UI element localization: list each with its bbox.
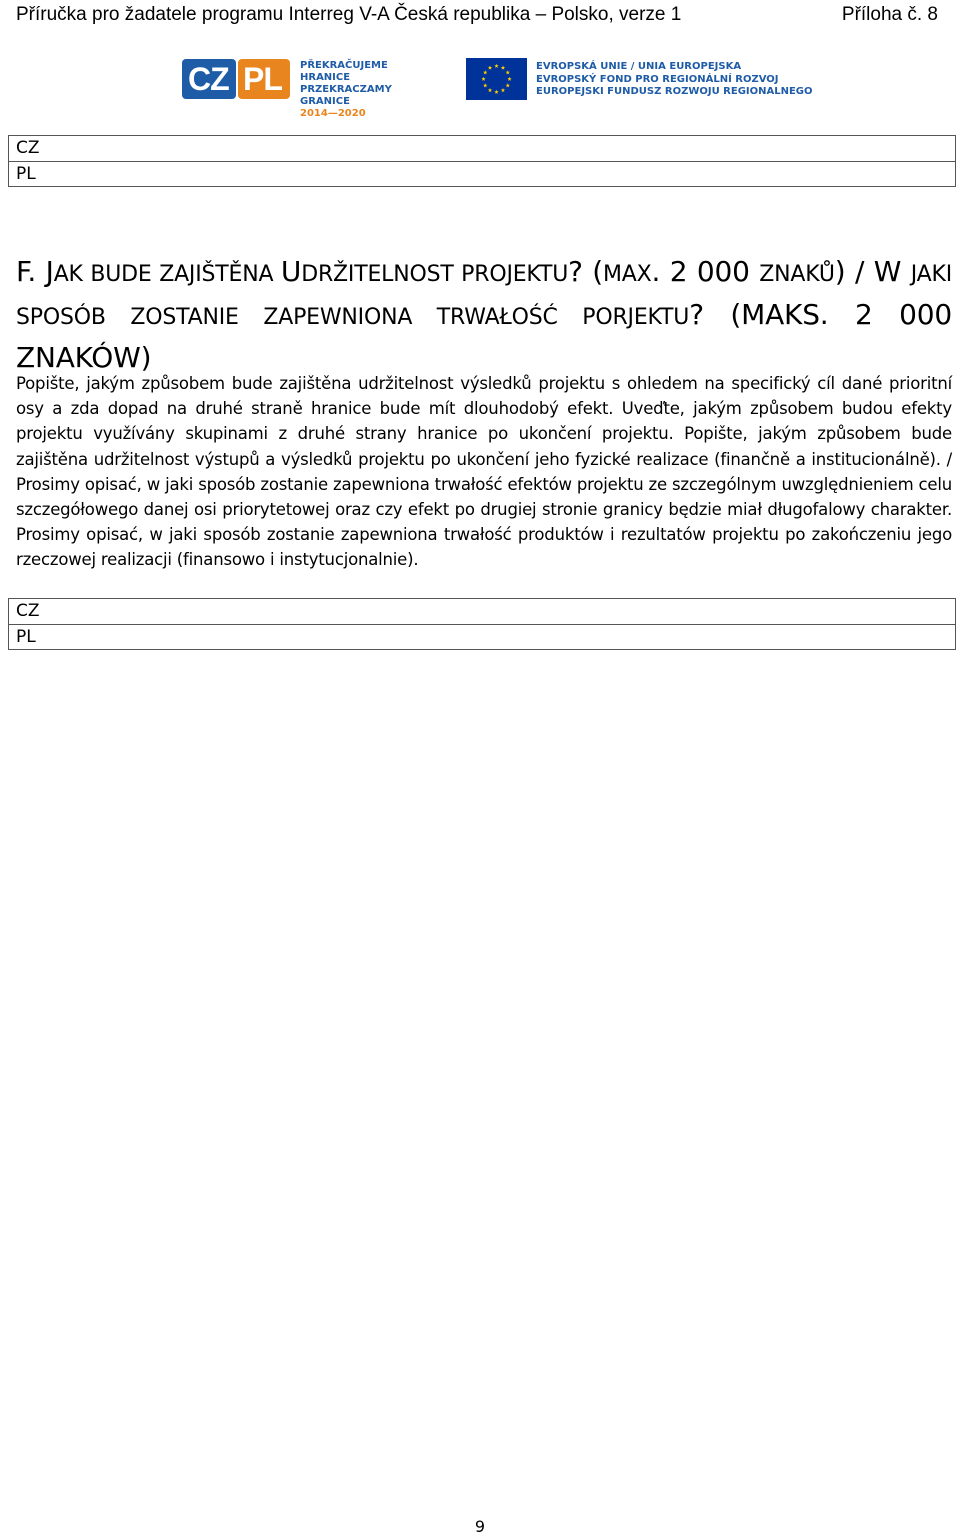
heading-part: DRŽITELNOST PROJEKTU: [301, 262, 569, 287]
form-row-cz[interactable]: CZ: [16, 138, 40, 158]
heading-part: J: [45, 255, 54, 288]
heading-part: ) / W: [834, 255, 911, 288]
header-annex-label: Příloha č. 8: [841, 4, 938, 25]
heading-part: ? (MAKS. 2 000 ZNAKÓW): [16, 298, 953, 374]
czpl-tagline-pl: PRZEKRACZAMY GRANICE: [300, 84, 392, 107]
form-row-pl[interactable]: PL: [9, 161, 955, 186]
eu-line-union: EVROPSKÁ UNIE / UNIA EUROPEJSKA: [536, 61, 742, 72]
heading-part: U: [280, 255, 302, 288]
heading-prefix: F.: [16, 255, 46, 288]
section-instructions: Popište, jakým způsobem bude zajištěna udržitelnost výsledků projektu s ohledem na specifický cíl dané prioritní osy a zda dopad na druhé straně hranice bude mít dlouhodobý efekt. Uveďte, jakým způsobem budou efekty projektu využívány skupinami z druhé strany hranice po ukončení projektu. Popište, jakým způsobem bude zajištěna udržitelnost výstupů a výsledků projektu po ukončení jeho fyzické realizace (finančně a institucionálně). / Prosimy opisać, w jaki sposób zostanie zapewniona trwałość efektów projektu ze szczególnym uwzględnieniem celu szczegółowego danej osi priorytetowej oraz czy efekt po drugiej stronie granicy będzie miał długofalowy charakter. Prosimy opisać, w jaki sposób zostanie zapewniona trwałość produktów i rezultatów projektu po zakończeniu jego rzeczowej realizacji (finansowo i instytucjonalnie).: [16, 374, 952, 570]
eu-line-fund-cz: EVROPSKÝ FOND PRO REGIONÁLNÍ ROZVOJ: [536, 73, 779, 85]
form-box-bottom: [8, 598, 956, 650]
czpl-logo-letters: [182, 59, 290, 99]
czpl-tagline-cz: PŘEKRAČUJEME HRANICE: [300, 60, 388, 83]
eu-logo: [466, 58, 813, 102]
heading-part: ZNAKŮ: [759, 262, 835, 287]
section-heading: [16, 252, 952, 378]
eu-logo-text: [536, 61, 813, 99]
form-row-pl[interactable]: PL: [9, 624, 955, 649]
running-header: [16, 3, 944, 29]
form-row-cz[interactable]: CZ: [16, 601, 40, 621]
eu-flag-icon: [466, 58, 527, 100]
heading-part: AK BUDE ZAJIŠTĚNA: [53, 262, 281, 287]
heading-part: MAX: [603, 262, 652, 287]
czpl-years: 2014—2020: [300, 108, 366, 119]
eu-line-fund-pl: EUROPEJSKI FUNDUSZ ROZWOJU REGIONALNEGO: [536, 86, 813, 97]
heading-part: JAKI SPOSÓB ZOSTANIE ZAPEWNIONA TRWAŁOŚĆ PORJEKTU: [16, 262, 953, 330]
czpl-logo-cz-text: CZ: [188, 61, 229, 97]
czpl-logo-tagline: [300, 60, 440, 120]
page-number: 9: [474, 1517, 486, 1536]
czpl-logo: [182, 58, 432, 119]
form-box-top: [8, 135, 956, 187]
czpl-logo-pl-text: PL: [243, 61, 282, 97]
header-title: Příručka pro žadatele programu Interreg V-A Česká republika – Polsko, verze 1: [16, 4, 682, 25]
heading-part: ? (: [568, 255, 604, 288]
heading-part: . 2 000: [651, 255, 760, 288]
